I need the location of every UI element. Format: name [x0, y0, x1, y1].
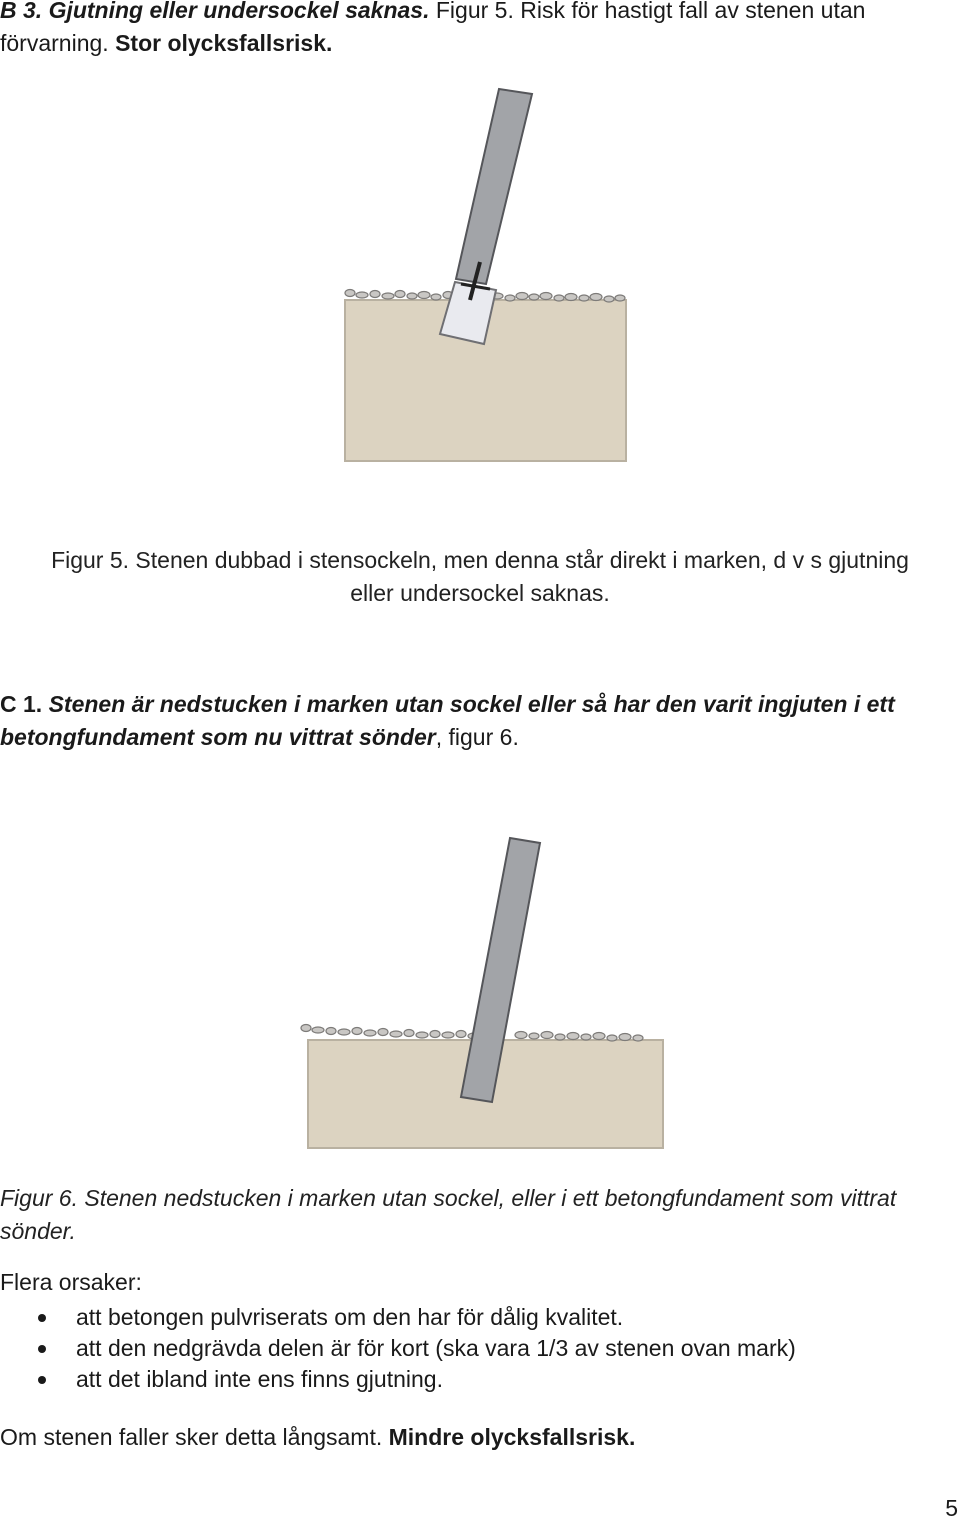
- section-c1-text: , figur 6.: [435, 724, 519, 750]
- figure-5-caption-line-2: eller undersockel saknas.: [350, 580, 610, 606]
- conclusion-text: Om stenen faller sker detta långsamt.: [0, 1424, 389, 1450]
- causes-intro: Flera orsaker:: [0, 1269, 142, 1295]
- list-item: att det ibland inte ens finns gjutning.: [0, 1364, 950, 1395]
- causes-list: [0, 1302, 950, 1395]
- list-item: att den nedgrävda delen är för kort (ska vara 1/3 av stenen ovan mark): [0, 1333, 950, 1364]
- section-c1-heading: Stenen är nedstucken i marken utan sockel eller så har den varit ingjuten i ett betongfundament som nu vittrat sönder: [0, 691, 895, 750]
- section-b3-heading: B 3. Gjutning eller undersockel saknas.: [0, 0, 430, 23]
- section-b3-text: Figur 5. Risk för hastigt fall av stenen utan förvarning.: [0, 0, 866, 56]
- figure-6-caption: Figur 6. Stenen nedstucken i marken utan sockel, eller i ett betongfundament som vittrat sönder.: [0, 1185, 897, 1244]
- bullet-icon: [38, 1376, 46, 1384]
- list-item: att betongen pulvriserats om den har för dålig kvalitet.: [0, 1302, 950, 1333]
- section-c1-number: C 1.: [0, 691, 43, 717]
- bullet-icon: [38, 1345, 46, 1353]
- bullet-icon: [38, 1314, 46, 1322]
- figure-5-caption-line-1: Figur 5. Stenen dubbad i stensockeln, men denna står direkt i marken, d v s gjutning: [51, 547, 909, 573]
- section-b3-risk: Stor olycksfallsrisk.: [115, 30, 333, 56]
- conclusion-paragraph: [0, 1421, 635, 1454]
- page-number: 5: [945, 1495, 958, 1521]
- conclusion-risk: Mindre olycksfallsrisk.: [388, 1424, 636, 1450]
